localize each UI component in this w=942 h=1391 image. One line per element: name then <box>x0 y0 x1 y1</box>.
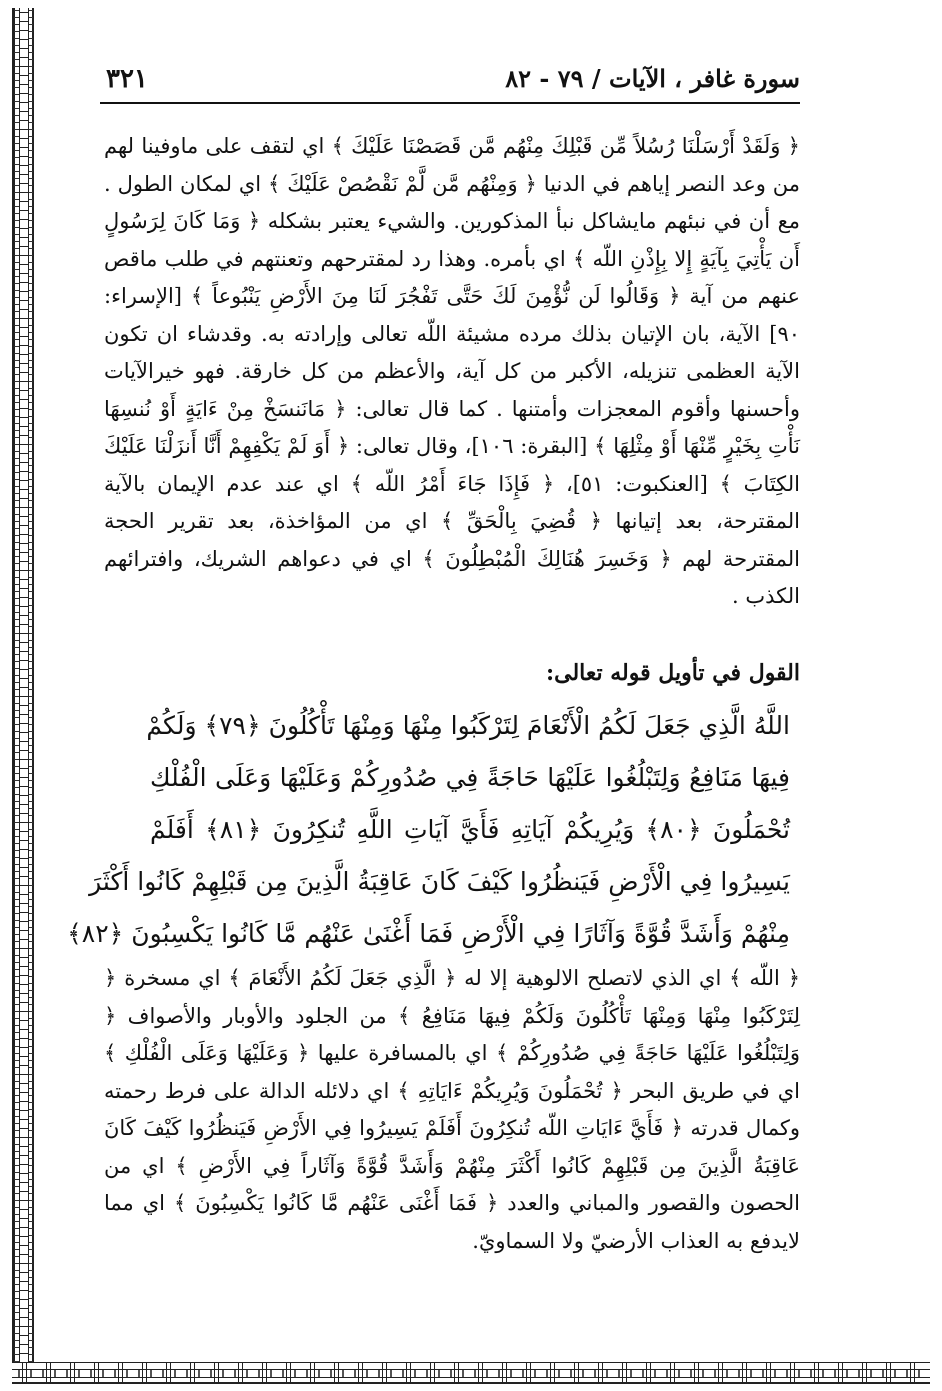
page-header <box>100 62 800 104</box>
section-heading: القول في تأويل قوله تعالى: <box>546 660 800 686</box>
commentary-paragraph-2: ﴿ اللّه ﴾ اي الذي لاتصلح الالوهية إلا له ﴿ الَّذِي جَعَلَ لَكُمُ الأَنْعَامَ ﴾ اي مسخرة ﴿ لِتَرْكَبُوا مِنْهَا وَمِنْهَا تَأْكُلُونَ وَلَكُمْ فِيهَا مَنَافِعُ ﴾ من الجلود والأوبار والأصواف ﴿ وَلِتَبْلُغُوا عَلَيْهَا حَاجَةً فِي صُدُورِكُمْ ﴾ اي بالمسافرة عليها ﴿ وَعَلَيْهَا وَعَلَى الْفُلْكِ ﴾ اي في طريق البحر ﴿ تُحْمَلُونَ وَيُرِيكُمْ ءَايَاتِهِ ﴾ اي دلائله الدالة على فرط رحمته وكمال قدرته ﴿ فَأَيَّ ءَايَاتِ اللّه تُنكِرُونَ أَفَلَمْ يَسِيرُوا فِي الأَرْضِ فَيَنظُرُوا كَيْفَ كَانَ عَاقِبَةُ الَّذِينَ مِن قَبْلِهِمْ كَانُوا أَكْثَرَ مِنْهُمْ وَأَشَدَّ قُوَّةً وَآثَاراً فِي الأَرْضِ ﴾ اي من الحصون والقصور والمباني والعدد ﴿ فَمَا أَغْنَى عَنْهُم مَّا كَانُوا يَكْسِبُونَ ﴾ اي مما لايدفع به العذاب الأرضيّ ولا السماويّ. <box>104 966 800 1253</box>
verse-line: مِنْهُمْ وَأَشَدَّ قُوَّةً وَآثَارًا فِي الْأَرْضِ فَمَا أَغْنَىٰ عَنْهُم مَّا كَانُوا يَكْسِبُونَ ﴿٨٢﴾ <box>67 919 790 948</box>
decorative-border-left <box>12 8 34 1380</box>
verse-line: تُحْمَلُونَ ﴿٨٠﴾ وَيُرِيكُمْ آيَاتِهِ فَأَيَّ آيَاتِ اللَّهِ تُنكِرُونَ ﴿٨١﴾ أَفَلَمْ <box>150 815 790 844</box>
verse-line: فِيهَا مَنَافِعُ وَلِتَبْلُغُوا عَلَيْهَا حَاجَةً فِي صُدُورِكُمْ وَعَلَيْهَا وَعَلَى الْفُلْكِ <box>150 763 790 792</box>
decorative-border-bottom <box>12 1362 930 1384</box>
verse-line: اللَّهُ الَّذِي جَعَلَ لَكُمُ الْأَنْعَامَ لِتَرْكَبُوا مِنْهَا وَمِنْهَا تَأْكُلُونَ ﴿٧٩﴾ وَلَكُمْ <box>146 711 790 740</box>
running-title: سورة غافر ، الآيات / ٧٩ - ٨٢ <box>505 64 800 93</box>
verse-line: يَسِيرُوا فِي الْأَرْضِ فَيَنظُرُوا كَيْفَ كَانَ عَاقِبَةُ الَّذِينَ مِن قَبْلِهِمْ كَانُوا أَكْثَرَ <box>89 867 790 896</box>
page-number: ٣٢١ <box>106 64 148 94</box>
commentary-paragraph-1: ﴿ وَلَقَدْ أَرْسَلْنَا رُسُلاً مِّن قَبْلِكَ مِنْهُم مَّن قَصَصْنَا عَلَيْكَ ﴾ اي لتقف على ماوفينا لهم من وعد النصر إياهم في الدنيا ﴿ وَمِنْهُم مَّن لَّمْ نَقْصُصْ عَلَيْكَ ﴾ اي لمكان الطول . مع أن في نبئهم مايشاكل نبأ المذكورين. والشيء يعتبر بشكله ﴿ وَمَا كَانَ لِرَسُولٍ أَن يَأْتِيَ بِآيَةٍ إِلا بِإِذْنِ اللّه ﴾ اي بأمره. وهذا رد لمقترحهم وتعنتهم في طلب ماقص عنهم من آية ﴿ وَقَالُوا لَن نُّؤْمِنَ لَكَ حَتَّى تَفْجُرَ لَنَا مِنَ الأَرْضِ يَنْبُوعاً ﴾ [الإسراء: ٩٠] الآية، بان الإتيان بذلك مرده مشيئة اللّه تعالى وإرادته به. وقدشاء ان تكون الآية العظمى تنزيله، الأكبر من كل آية، والأعظم من كل خارقة. فهو خيرالآيات وأحسنها وأقوم المعجزات وأمتنها . كما قال تعالى: ﴿ مَانَنسَخْ مِنْ ءَايَةٍ أَوْ نُنسِهَا نَأْتِ بِخَيْرٍ مِّنْهَا أَوْ مِثْلِهَا ﴾ [البقرة: ١٠٦]، وقال تعالى: ﴿ أَوَ لَمْ يَكْفِهِمْ أَنَّا أَنزَلْنَا عَلَيْكَ الكِتَابَ ﴾ [العنكبوت: ٥١]، ﴿ فَإِذَا جَاءَ أَمْرُ اللّه ﴾ اي عند عدم الإيمان بالآية المقترحة، بعد إتيانها ﴿ قُضِيَ بِالْحَقِّ ﴾ اي من المؤاخذة، بعد تقرير الحجة المقترحة لهم ﴿ وَخَسِرَ هُنَالِكَ الْمُبْطِلُونَ ﴾ اي في دعواهم الشريك، وافترائهم الكذب . <box>104 134 801 608</box>
quran-verse-block <box>67 700 790 960</box>
